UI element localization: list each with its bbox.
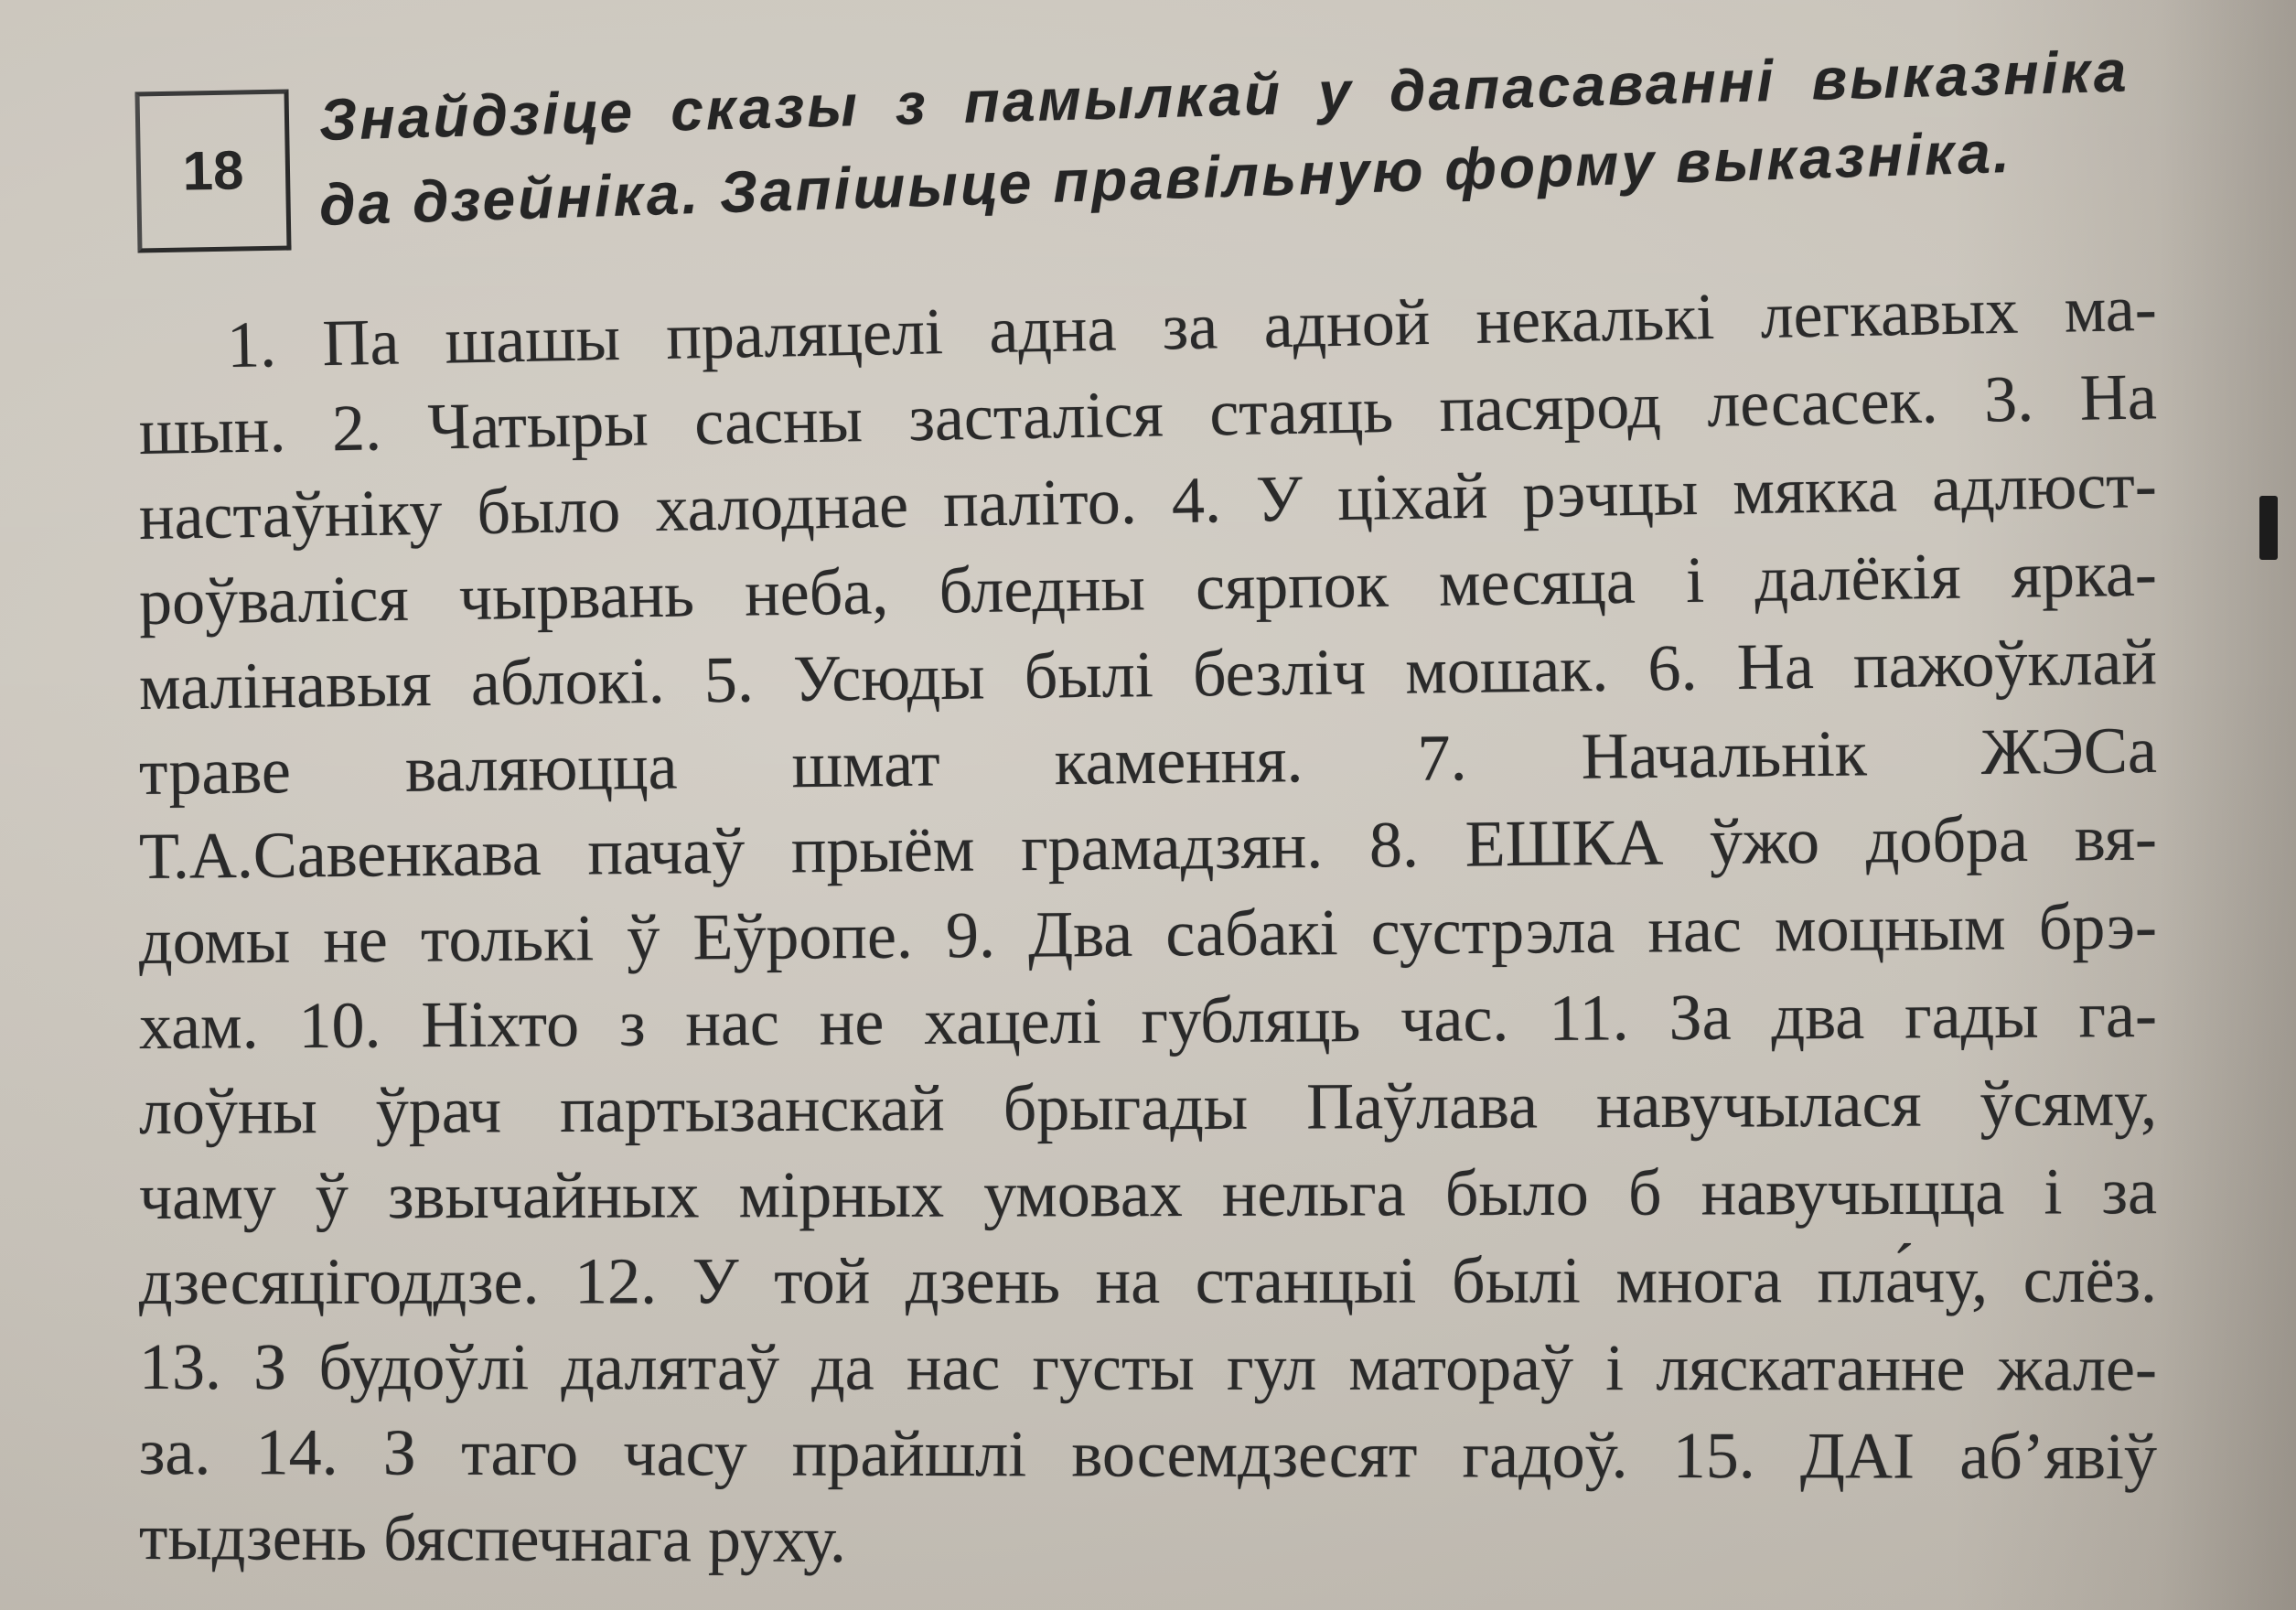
exercise-number: 18 (182, 139, 244, 202)
instruction-line: Знайдзіце сказы з памылкай у дапасаванні выказніка (318, 38, 2130, 153)
exercise-text-line: лоўны ўрач партызанскай брыгады Паўлава навучылася ўсяму, (138, 1066, 2158, 1149)
exercise-text-line: роўваліся чырвань неба, бледны сярпок месяца і далёкія ярка- (138, 536, 2158, 639)
exercise-text-line: чаму ў звычайных мірных умовах нельга было б навучыцца і за (138, 1154, 2158, 1233)
exercise-text-line: хам. 10. Ніхто з нас не хацелі губляць час. 11. За два гады га- (138, 978, 2158, 1064)
exercise-text-line: малінавыя аблокі. 5. Усюды былі безліч мошак. 6. На пажоўклай (138, 624, 2158, 724)
exercise-text-line: домы не толькі ў Еўропе. 9. Два сабакі сустрэла нас моцным брэ- (138, 889, 2158, 979)
exercise-text-line: 1. Па шашы праляцелі адна за адной некалькі легкавых ма- (226, 271, 2158, 382)
exercise-text-line: 13. З будоўлі далятаў да нас густы гул матораў і ляскатанне жале- (138, 1329, 2158, 1405)
exercise-text-line: тыдзень бяспечнага руху. (138, 1499, 847, 1576)
instruction-line: да дзейніка. Запішыце правільную форму выказніка. (317, 118, 2013, 238)
exercise-text-line: дзесяцігоддзе. 12. У той дзень на станцыі былі многа пла́чу, слёз. (138, 1242, 2158, 1318)
page-edge-tab (2259, 496, 2278, 560)
exercise-text-line: шын. 2. Чатыры сасны засталіся стаяць пасярод лесасек. 3. На (138, 360, 2158, 468)
exercise-text-line: за. 14. З таго часу прайшлі восемдзесят гадоў. 15. ДАІ аб’явіў (138, 1414, 2158, 1493)
exercise-text-line: Т.А.Савенкава пачаў прыём грамадзян. 8. ЕШКА ўжо добра вя- (138, 800, 2158, 894)
exercise-text-line: настаўніку было халоднае паліто. 4. У ціхай рэчцы мякка адлюст- (138, 447, 2158, 553)
exercise-text-line: траве валяюцца шмат камення. 7. Начальнік ЖЭСа (138, 713, 2158, 809)
